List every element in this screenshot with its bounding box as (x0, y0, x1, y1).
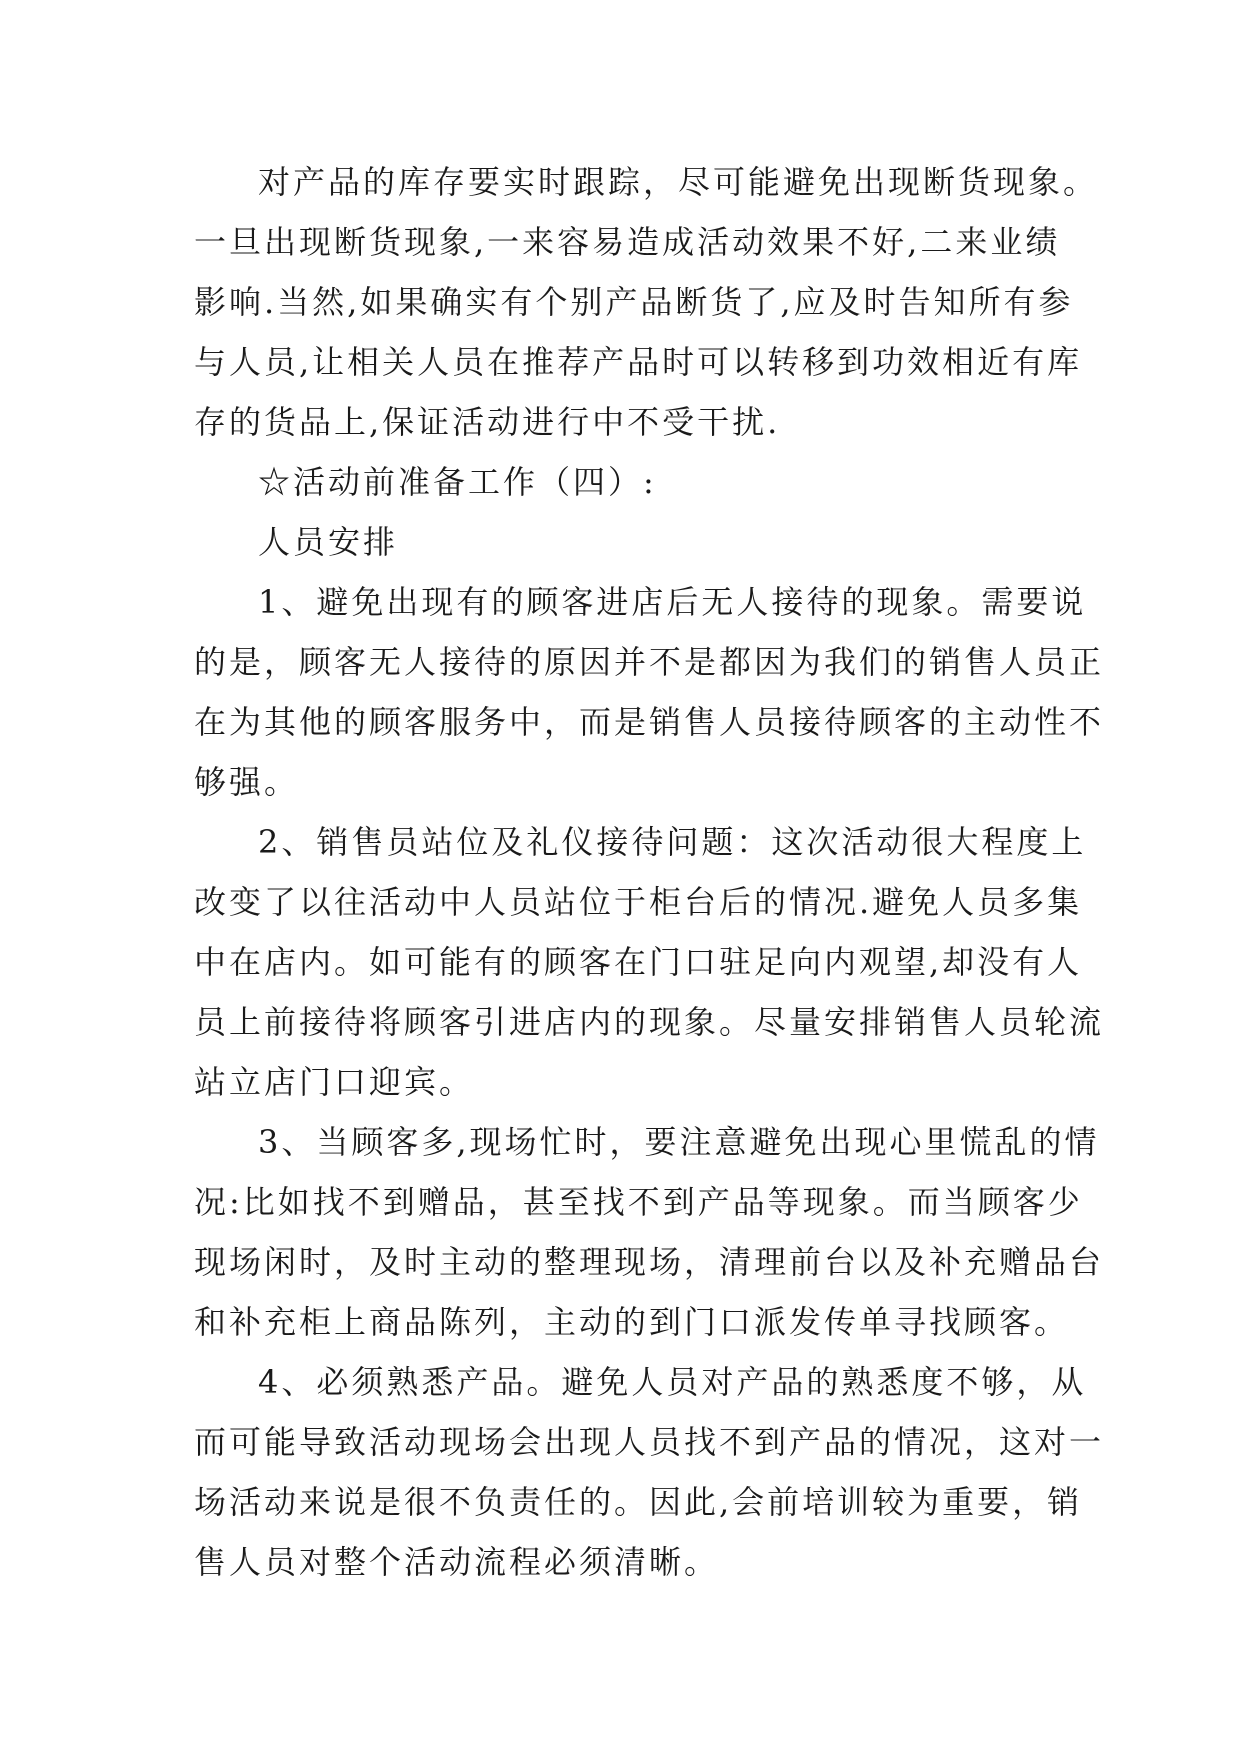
paragraph-line: 1、避免出现有的顾客进店后无人接待的现象。需要说 (258, 583, 1087, 621)
paragraph-line: 影响.当然,如果确实有个别产品断货了,应及时告知所有参 (194, 283, 1074, 321)
paragraph-line: 场活动来说是很不负责任的。因此,会前培训较为重要，销 (194, 1483, 1083, 1521)
section-heading: ☆活动前准备工作（四）: (258, 463, 657, 501)
paragraph-line: 改变了以往活动中人员站位于柜台后的情况.避免人员多集 (194, 883, 1083, 921)
paragraph-line: 售人员对整个活动流程必须清晰。 (194, 1543, 720, 1581)
paragraph-line: 况:比如找不到赠品，甚至找不到产品等现象。而当顾客少 (194, 1183, 1083, 1221)
document-body (194, 152, 1105, 1592)
paragraph-line: 现场闲时，及时主动的整理现场，清理前台以及补充赠品台 (194, 1243, 1105, 1281)
paragraph-line: 在为其他的顾客服务中，而是销售人员接待顾客的主动性不 (194, 703, 1105, 741)
paragraph-line: 中在店内。如可能有的顾客在门口驻足向内观望,却没有人 (194, 943, 1083, 981)
paragraph-line: 3、当顾客多,现场忙时，要注意避免出现心里慌乱的情 (258, 1123, 1100, 1161)
paragraph-line: 站立店门口迎宾。 (194, 1063, 475, 1101)
paragraph-line: 够强。 (194, 763, 300, 801)
paragraph-line: 4、必须熟悉产品。避免人员对产品的熟悉度不够，从 (258, 1363, 1087, 1401)
paragraph-line: 而可能导致活动现场会出现人员找不到产品的情况，这对一 (194, 1423, 1105, 1461)
paragraph-line: 和补充柜上商品陈列，主动的到门口派发传单寻找顾客。 (194, 1303, 1070, 1341)
paragraph-line: 员上前接待将顾客引进店内的现象。尽量安排销售人员轮流 (194, 1003, 1105, 1041)
paragraph-line: 与人员,让相关人员在推荐产品时可以转移到功效相近有库 (194, 343, 1083, 381)
paragraph-line: 2、销售员站位及礼仪接待问题：这次活动很大程度上 (258, 823, 1087, 861)
subsection-heading: 人员安排 (258, 523, 399, 561)
paragraph-line: 的是，顾客无人接待的原因并不是都因为我们的销售人员正 (194, 643, 1105, 681)
paragraph-line: 对产品的库存要实时跟踪，尽可能避免出现断货现象。 (258, 163, 1099, 201)
paragraph-line: 一旦出现断货现象,一来容易造成活动效果不好,二来业绩 (194, 223, 1061, 261)
paragraph-line: 存的货品上,保证活动进行中不受干扰. (194, 403, 781, 441)
